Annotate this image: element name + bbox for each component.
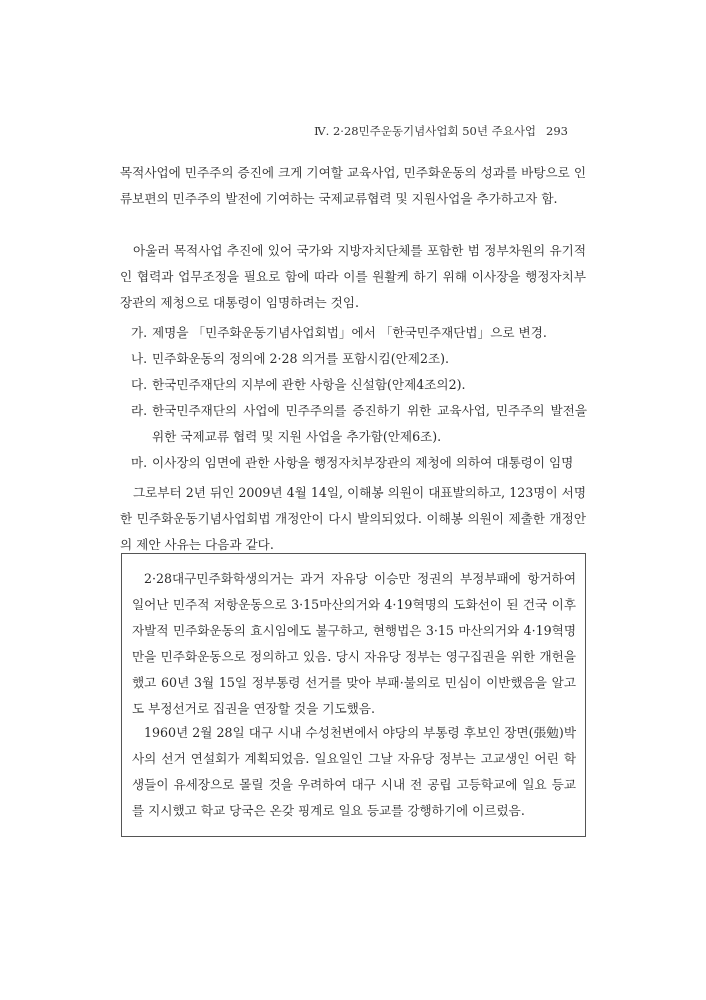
list-marker: 라. — [131, 403, 148, 418]
list-text: 제명을 「민주화운동기념사업회법」에서 「한국민주재단법」으로 변경. — [152, 325, 547, 340]
list-text: 민주화운동의 정의에 2·28 의거를 포함시킴(안제2조). — [152, 351, 450, 366]
list-marker: 마. — [131, 455, 148, 470]
box-paragraph-1: 2·28대구민주화학생의거는 과거 자유당 이승만 정권의 부정부패에 항거하여 일어난 민주적 저항운동으로 3·15마산의거와 4·19혁명의 도화선이 된 건국 이후 자발적 민주화운동의 효시임에도 불구하고, 현행법은 3·15 마산의거와 4·19혁명만을 민주화운동으로 정의하고 있음. 당시 자유당 정부는 영구집권을 위한 개헌을 했고 60년 3월 15일 정부통령 선거를 맞아 부패·불의로 민심이 이반했음을 알고도 부정선거로 집권을 연장할 것을 기도했음. — [132, 571, 576, 716]
running-header — [314, 123, 568, 139]
list-text: 한국민주재단의 지부에 관한 사항을 신설함(안제4조의2). — [152, 377, 466, 392]
page-number: 293 — [546, 124, 568, 138]
list-marker: 다. — [131, 377, 148, 392]
body-paragraph-2: 아울러 목적사업 추진에 있어 국가와 지방자치단체를 포함한 범 정부차원의 유기적인 협력과 업무조정을 필요로 함에 따라 이를 원활케 하기 위해 이사장을 행정자치부장관의 제청으로 대통령이 임명하려는 것임. — [120, 243, 586, 310]
list-marker: 가. — [131, 325, 148, 340]
list-item — [131, 320, 587, 346]
list-item — [131, 372, 587, 398]
list-text: 이사장의 임면에 관한 사항을 행정자치부장관의 제청에 의하여 대통령이 임명 — [152, 455, 574, 470]
body-paragraph-3: 그로부터 2년 뒤인 2009년 4월 14일, 이해봉 의원이 대표발의하고, 123명이 서명한 민주화운동기념사업회법 개정안이 다시 발의되었다. 이해봉 의원이 제출한 개정안의 제안 사유는 다음과 같다. — [120, 485, 586, 552]
list-item — [131, 450, 587, 476]
quoted-proposal-box — [121, 553, 586, 837]
list-marker: 나. — [131, 351, 148, 366]
running-title: Ⅳ. 2·28민주운동기념사업회 50년 주요사업 — [314, 124, 537, 138]
list-item — [131, 398, 587, 450]
box-paragraph-2: 1960년 2월 28일 대구 시내 수성천변에서 야당의 부통령 후보인 장면(張勉)박사의 선거 연설회가 계획되었음. 일요일인 그날 자유당 정부는 고교생인 어린 학생들이 유세장으로 몰릴 것을 우려하여 대구 시내 전 공립 고등학교에 일요 등교를 지시했고 학교 당국은 온갖 핑계로 일요 등교를 강행하기에 이르렀음. — [132, 725, 576, 818]
body-paragraph-1: 목적사업에 민주주의 증진에 크게 기여할 교육사업, 민주화운동의 성과를 바탕으로 인류보편의 민주주의 발전에 기여하는 국제교류협력 및 지원사업을 추가하고자 함. — [120, 165, 586, 206]
list-text: 한국민주재단의 사업에 민주주의를 증진하기 위한 교육사업, 민주주의 발전을 위한 국제교류 협력 및 지원 사업을 추가함(안제6조). — [152, 403, 587, 444]
amendment-list — [131, 320, 587, 476]
list-item — [131, 346, 587, 372]
